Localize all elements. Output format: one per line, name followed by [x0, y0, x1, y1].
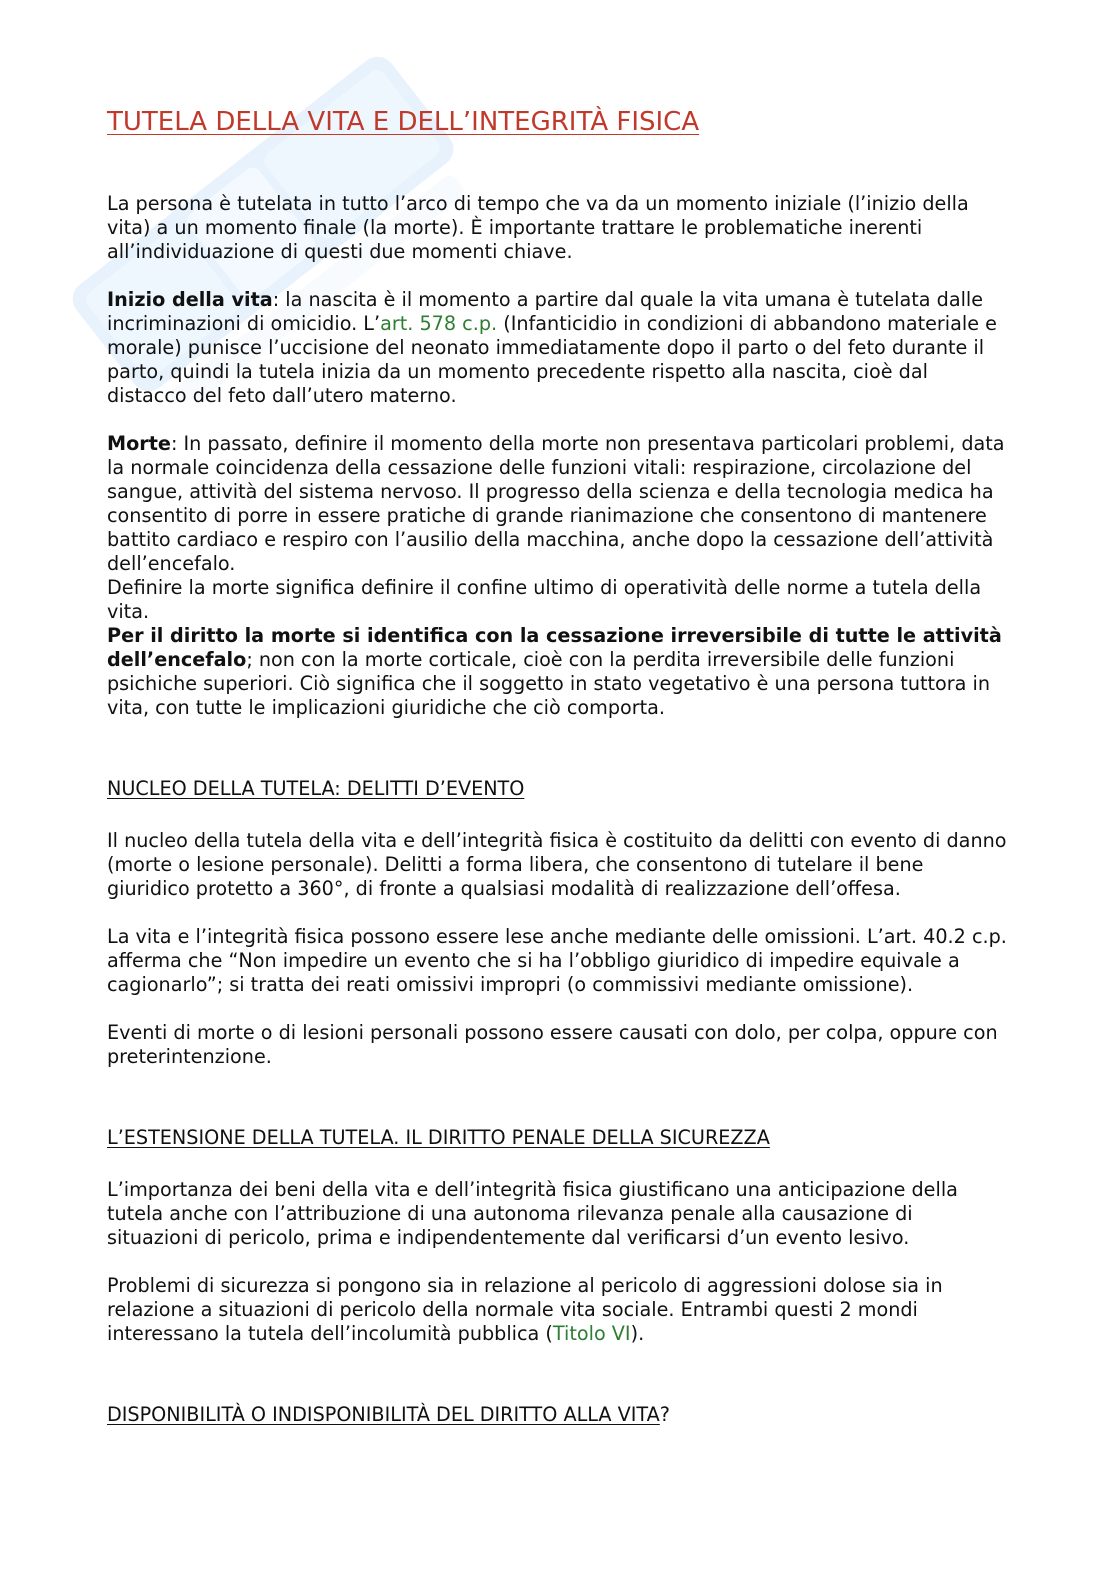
- morte-label: Morte: [107, 432, 171, 455]
- morte-paragraph: Morte: In passato, definire il momento della morte non presentava particolari problemi, data la normale coincidenza della cessazione delle funzioni vitali: respirazione, circolazione del sangue, attività del sistema nervoso. Il progresso della scienza e della tecnologia medica ha consentito di porre in essere pratiche di grande rianimazione che consentono di mantenere battito cardiaco e respiro con l’ausilio della macchina, anche dopo la cessazione dell’attività dell’encefalo.: [107, 432, 1005, 575]
- nucleo-paragraph-3: Eventi di morte o di lesioni personali possono essere causati con dolo, per colpa, oppure con preterintenzione.: [107, 1021, 998, 1068]
- document-title: TUTELA DELLA VITA E DELL’INTEGRITÀ FISICA: [107, 107, 700, 137]
- diritto-morte-bold: Per il diritto la morte si identifica con la cessazione irreversibile di tutte le attività dell’encefalo: [107, 624, 1002, 671]
- art-578-link[interactable]: art. 578 c.p.: [380, 312, 498, 335]
- definire-morte-paragraph: Definire la morte significa definire il confine ultimo di operatività delle norme a tutela della vita.: [107, 576, 982, 623]
- nucleo-paragraph-2: La vita e l’integrità fisica possono essere lese anche mediante delle omissioni. L’art. 40.2 c.p. afferma che “Non impedire un evento che si ha l’obbligo giuridico di impedire equivale a cagionarlo”; si tratta dei reati omissivi impropri (o commissivi mediante omissione).: [107, 925, 1007, 996]
- titolo-vi-link[interactable]: Titolo VI: [552, 1322, 631, 1345]
- disponibilita-heading: DISPONIBILITÀ O INDISPONIBILITÀ DEL DIRITTO ALLA VITA?: [107, 1403, 670, 1426]
- nucleo-heading: NUCLEO DELLA TUTELA: DELITTI D’EVENTO: [107, 777, 525, 800]
- estensione-paragraph-2: Problemi di sicurezza si pongono sia in relazione al pericolo di aggressioni dolose sia in relazione a situazioni di pericolo della normale vita sociale. Entrambi questi 2 mondi interessano la tutela dell’incolumità pubblica (Titolo VI).: [107, 1274, 943, 1345]
- estensione-heading: L’ESTENSIONE DELLA TUTELA. IL DIRITTO PENALE DELLA SICUREZZA: [107, 1126, 770, 1149]
- diritto-morte-paragraph: Per il diritto la morte si identifica con la cessazione irreversibile di tutte le attività dell’encefalo; non con la morte corticale, cioè con la perdita irreversibile delle funzioni psichiche superiori. Ciò significa che il soggetto in stato vegetativo è una persona tuttora in vita, con tutte le implicazioni giuridiche che ciò comporta.: [107, 624, 1002, 719]
- document-body: [107, 104, 1007, 1427]
- nucleo-paragraph-1: Il nucleo della tutela della vita e dell’integrità fisica è costituito da delitti con evento di danno (morte o lesione personale). Delitti a forma libera, che consentono di tutelare il bene giuridico protetto a 360°, di fronte a qualsiasi modalità di realizzazione dell’offesa.: [107, 829, 1007, 900]
- estensione-paragraph-1: L’importanza dei beni della vita e dell’integrità fisica giustificano una anticipazione della tutela anche con l’attribuzione di una autonoma rilevanza penale alla causazione di situazioni di pericolo, prima e indipendentemente dal verificarsi d’un evento lesivo.: [107, 1178, 958, 1249]
- intro-paragraph: La persona è tutelata in tutto l’arco di tempo che va da un momento iniziale (l’inizio della vita) a un momento finale (la morte). È importante trattare le problematiche inerenti all’individuazione di questi due momenti chiave.: [107, 192, 969, 263]
- inizio-vita-label: Inizio della vita: [107, 288, 273, 311]
- inizio-vita-paragraph: Inizio della vita: la nascita è il momento a partire dal quale la vita umana è tutelata dalle incriminazioni di omicidio. L’art. 578 c.p. (Infanticidio in condizioni di abbandono materiale e morale) punisce l’uccisione del neonato immediatamente dopo il parto o del feto durante il parto, quindi la tutela inizia da un momento precedente rispetto alla nascita, cioè dal distacco del feto dall’utero materno.: [107, 288, 997, 407]
